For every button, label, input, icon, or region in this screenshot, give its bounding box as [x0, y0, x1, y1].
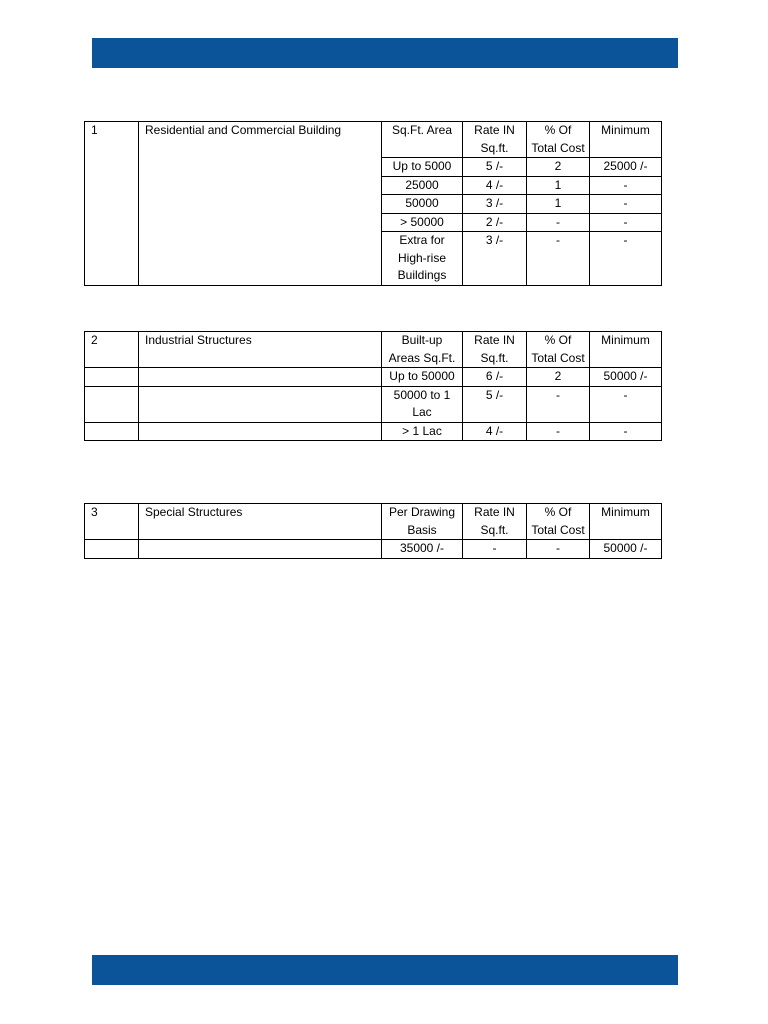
area-cell: 50000 to 1 Lac: [382, 386, 463, 422]
rate-header: Rate IN Sq.ft.: [463, 332, 527, 368]
item-title: Special Structures: [139, 504, 382, 540]
residential-commercial-table: [84, 121, 662, 286]
table-header-row: [85, 122, 662, 158]
item-title: Residential and Commercial Building: [139, 122, 382, 286]
header-band: [92, 38, 678, 68]
percent-header: % Of Total Cost: [527, 504, 590, 540]
empty-cell: [139, 386, 382, 422]
minimum-header: Minimum: [590, 122, 662, 158]
industrial-structures-table: [84, 331, 662, 441]
table-row: [85, 386, 662, 422]
percent-cell: -: [527, 386, 590, 422]
item-number: 1: [85, 122, 139, 286]
rate-cell: 5 /-: [463, 158, 527, 177]
empty-cell: [85, 540, 139, 559]
table-row: [85, 422, 662, 441]
table-header-row: [85, 504, 662, 540]
rate-cell: 3 /-: [463, 232, 527, 286]
rate-header: Rate IN Sq.ft.: [463, 122, 527, 158]
minimum-cell: 25000 /-: [590, 158, 662, 177]
item-title: Industrial Structures: [139, 332, 382, 368]
area-header: Per Drawing Basis: [382, 504, 463, 540]
percent-cell: 2: [527, 158, 590, 177]
minimum-cell: -: [590, 195, 662, 214]
area-header: Built-up Areas Sq.Ft.: [382, 332, 463, 368]
percent-cell: -: [527, 232, 590, 286]
percent-cell: 1: [527, 195, 590, 214]
empty-cell: [85, 386, 139, 422]
item-number: 2: [85, 332, 139, 368]
empty-cell: [139, 422, 382, 441]
percent-cell: -: [527, 422, 590, 441]
percent-header: % Of Total Cost: [527, 332, 590, 368]
rate-cell: 3 /-: [463, 195, 527, 214]
minimum-header: Minimum: [590, 332, 662, 368]
minimum-cell: -: [590, 422, 662, 441]
rate-cell: -: [463, 540, 527, 559]
rate-cell: 4 /-: [463, 176, 527, 195]
area-cell: 50000: [382, 195, 463, 214]
empty-cell: [139, 540, 382, 559]
special-structures-table: [84, 503, 662, 559]
empty-cell: [85, 422, 139, 441]
area-cell: Up to 5000: [382, 158, 463, 177]
rate-cell: 2 /-: [463, 213, 527, 232]
minimum-cell: -: [590, 232, 662, 286]
percent-cell: -: [527, 540, 590, 559]
minimum-cell: 50000 /-: [590, 368, 662, 387]
percent-cell: -: [527, 213, 590, 232]
rate-cell: 4 /-: [463, 422, 527, 441]
rate-cell: 6 /-: [463, 368, 527, 387]
area-cell: > 50000: [382, 213, 463, 232]
minimum-cell: -: [590, 386, 662, 422]
empty-cell: [139, 368, 382, 387]
area-cell: Up to 50000: [382, 368, 463, 387]
rate-header: Rate IN Sq.ft.: [463, 504, 527, 540]
minimum-cell: -: [590, 213, 662, 232]
area-cell: 25000: [382, 176, 463, 195]
area-header: Sq.Ft. Area: [382, 122, 463, 158]
item-number: 3: [85, 504, 139, 540]
table-row: [85, 368, 662, 387]
minimum-cell: 50000 /-: [590, 540, 662, 559]
rate-cell: 5 /-: [463, 386, 527, 422]
area-cell: 35000 /-: [382, 540, 463, 559]
minimum-cell: -: [590, 176, 662, 195]
footer-band: [92, 955, 678, 985]
table-row: [85, 540, 662, 559]
percent-header: % Of Total Cost: [527, 122, 590, 158]
empty-cell: [85, 368, 139, 387]
percent-cell: 1: [527, 176, 590, 195]
minimum-header: Minimum: [590, 504, 662, 540]
area-cell: > 1 Lac: [382, 422, 463, 441]
percent-cell: 2: [527, 368, 590, 387]
area-cell: Extra for High-rise Buildings: [382, 232, 463, 286]
table-header-row: [85, 332, 662, 368]
